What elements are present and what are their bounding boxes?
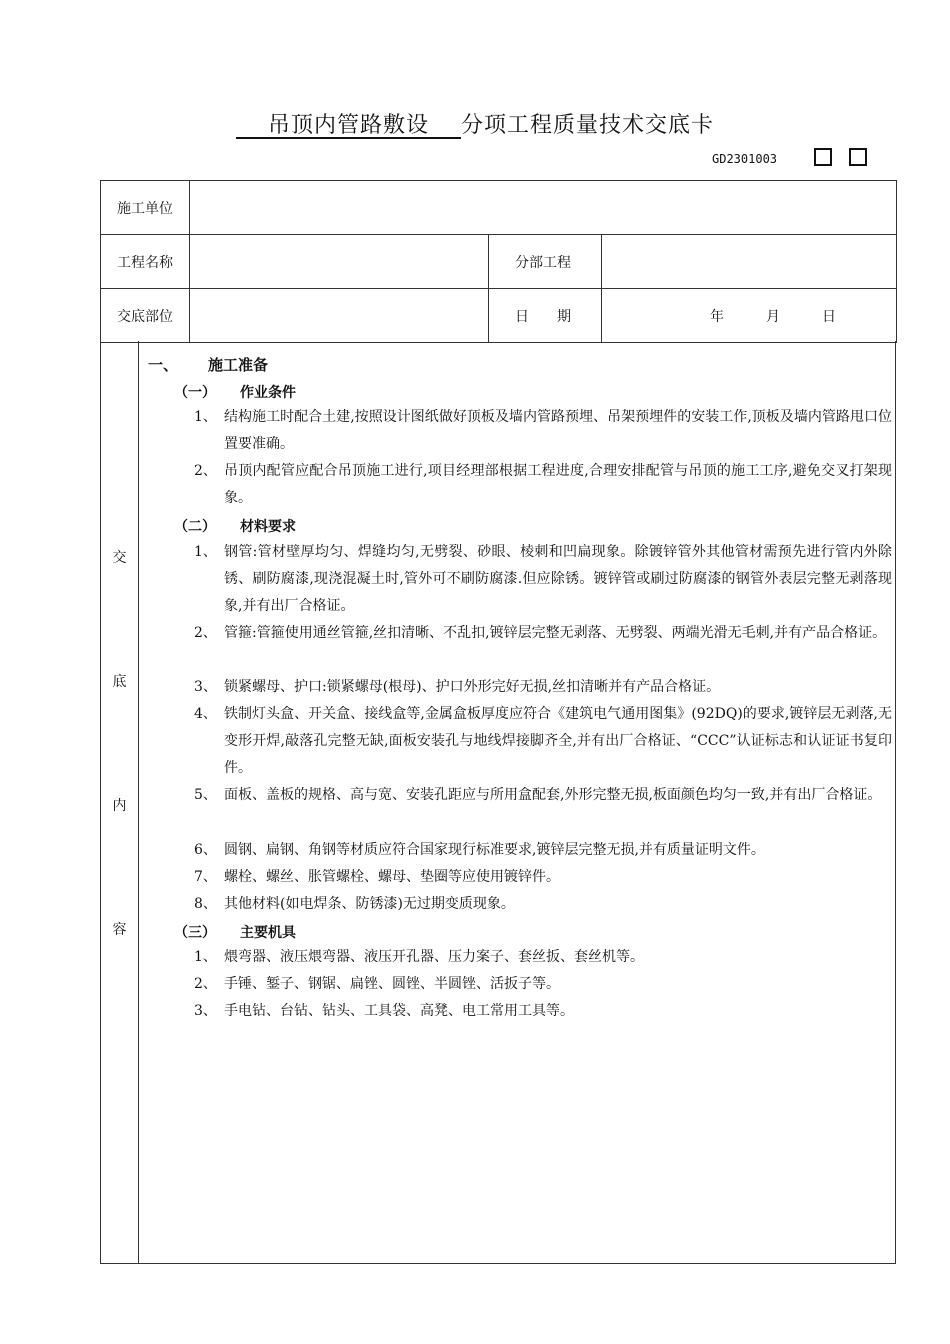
date-label: 日 期 bbox=[489, 289, 602, 343]
list-item: 2、 吊顶内配管应配合吊顶施工进行,项目经理部根据工程进度,合理安排配管与吊顶的施工工序,避免交叉打架现象。 bbox=[194, 463, 892, 506]
checkbox-2[interactable] bbox=[849, 148, 867, 166]
checkbox-1[interactable] bbox=[814, 148, 832, 166]
handover-dept-field[interactable] bbox=[190, 289, 489, 343]
list-item: 2、 手锤、錾子、钢锯、扁锉、圆锉、半圆锉、活扳子等。 bbox=[194, 976, 560, 992]
construction-unit-field[interactable] bbox=[190, 181, 897, 235]
project-name-label: 工程名称 bbox=[101, 235, 190, 289]
list-item: 1、 煨弯器、液压煨弯器、液压开孔器、压力案子、套丝扳、套丝机等。 bbox=[194, 949, 644, 965]
list-item: 1、 结构施工时配合土建,按照设计图纸做好顶板及墙内管路预埋、吊架预埋件的安装工作,顶板及墙内管路甩口位置要准确。 bbox=[194, 409, 892, 452]
title-blank-text: 吊顶内管路敷设 bbox=[267, 113, 429, 138]
page-title bbox=[0, 108, 950, 139]
handover-content-box bbox=[100, 341, 896, 1264]
title-main-text: 分项工程质量技术交底卡 bbox=[460, 113, 714, 138]
side-char-3: 内 bbox=[112, 798, 127, 814]
list-item: 2、 管箍:管箍使用通丝管箍,丝扣清晰、不乱扣,镀锌层完整无剥落、无劈裂、两端光滑无毛刺,并有产品合格证。 bbox=[194, 625, 887, 641]
side-char-4: 容 bbox=[112, 922, 127, 938]
list-item: 4、 铁制灯头盒、开关盒、接线盒等,金属盒板厚度应符合《建筑电气通用图集》(92DQ)的要求,镀锌层无剥落,无变形开焊,敲落孔完整无缺,面板安装孔与地线焊接脚齐全,并有出厂合格证、“CCC”认证标志和认证证书复印件。 bbox=[194, 706, 892, 776]
handover-row bbox=[101, 289, 897, 343]
project-name-row bbox=[101, 235, 897, 289]
side-char-2: 底 bbox=[112, 674, 127, 690]
list-item: 7、 螺栓、螺丝、胀管螺栓、螺母、垫圈等应使用镀锌件。 bbox=[194, 869, 560, 885]
document-number: GD2301003 bbox=[712, 152, 778, 166]
date-field[interactable]: 年 月 日 bbox=[602, 289, 897, 343]
header-table bbox=[100, 180, 897, 343]
subsection-heading-1: （一） 作业条件 bbox=[174, 385, 296, 401]
list-item: 1、 钢管:管材壁厚均匀、焊缝均匀,无劈裂、砂眼、棱刺和凹扁现象。除镀锌管外其他管材需预先进行管内外除锈、刷防腐漆,现浇混凝土时,管外可不刷防腐漆.但应除锈。镀锌管或刷过防腐漆的钢管外表层完整无剥落现象,并有出厂合格证。 bbox=[194, 544, 892, 614]
side-label-column bbox=[101, 341, 139, 1263]
subsection-heading-3: （三） 主要机具 bbox=[174, 925, 296, 941]
construction-unit-label: 施工单位 bbox=[101, 181, 190, 235]
construction-unit-row bbox=[101, 181, 897, 235]
side-char-1: 交 bbox=[112, 550, 127, 566]
division-field[interactable] bbox=[602, 235, 897, 289]
list-item: 6、 圆钢、扁钢、角钢等材质应符合国家现行标准要求,镀锌层完整无损,并有质量证明文件。 bbox=[194, 842, 765, 858]
division-label: 分部工程 bbox=[489, 235, 602, 289]
project-name-field[interactable] bbox=[190, 235, 489, 289]
subsection-heading-2: （二） 材料要求 bbox=[174, 519, 296, 535]
handover-dept-label: 交底部位 bbox=[101, 289, 190, 343]
list-item: 3、 锁紧螺母、护口:锁紧螺母(根母)、护口外形完好无损,丝扣清晰并有产品合格证。 bbox=[194, 679, 721, 695]
list-item: 5、 面板、盖板的规格、高与宽、安装孔距应与所用盒配套,外形完整无损,板面颜色均匀一致,并有出厂合格证。 bbox=[194, 787, 882, 803]
section-heading-1: 一、 施工准备 bbox=[148, 356, 269, 374]
list-item: 8、 其他材料(如电焊条、防锈漆)无过期变质现象。 bbox=[194, 896, 515, 912]
list-item: 3、 手电钻、台钻、钻头、工具袋、高凳、电工常用工具等。 bbox=[194, 1003, 574, 1019]
